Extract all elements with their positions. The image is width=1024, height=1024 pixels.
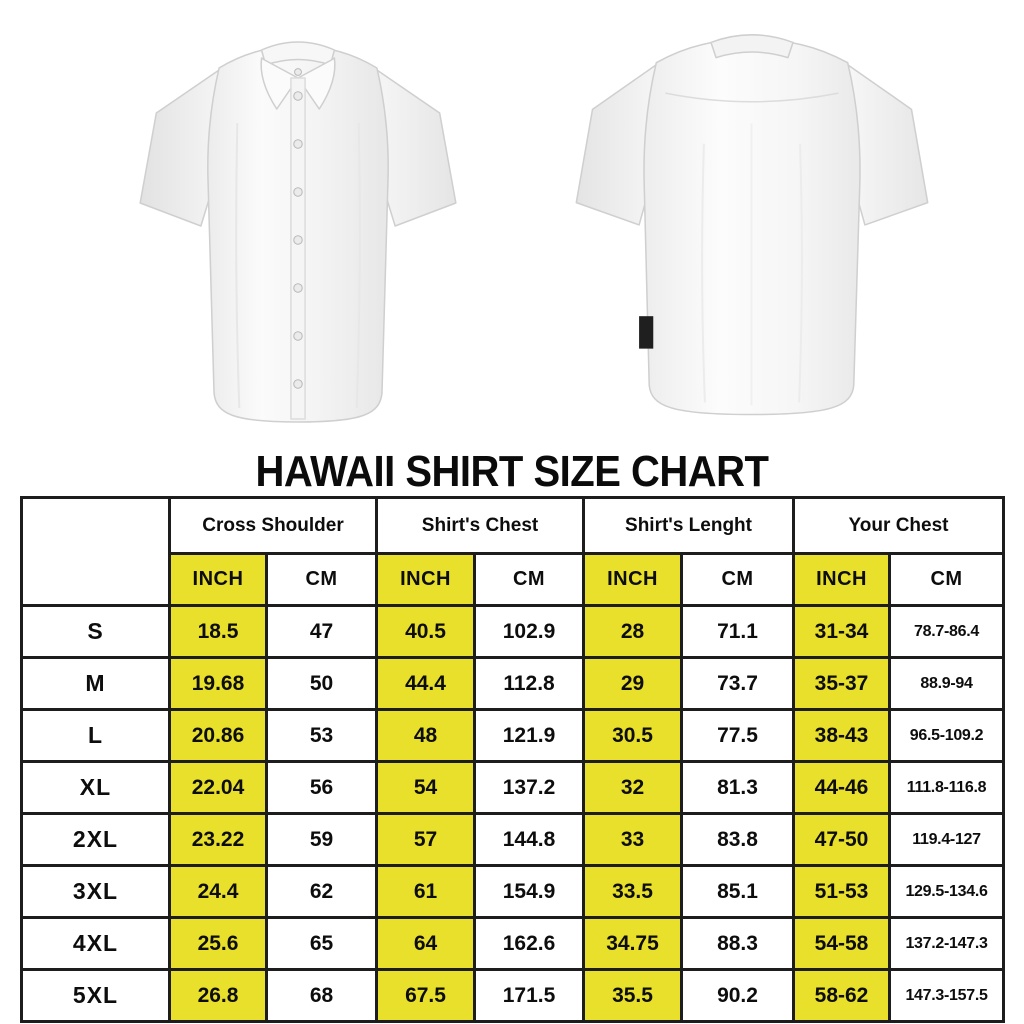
measurement-cell: 147.3-157.5 (890, 970, 1004, 1022)
measurement-cell: 119.4-127 (890, 814, 1004, 866)
measurement-cell: 26.8 (170, 970, 267, 1022)
measurement-cell: 56 (267, 762, 377, 814)
measurement-cell: 65 (267, 918, 377, 970)
measurement-cell: 78.7-86.4 (890, 606, 1004, 658)
measurement-cell: 88.9-94 (890, 658, 1004, 710)
shirt-back-image (552, 12, 952, 448)
measurement-cell: 144.8 (475, 814, 584, 866)
measurement-cell: 22.04 (170, 762, 267, 814)
size-label: 5XL (22, 970, 170, 1022)
measurement-cell: 18.5 (170, 606, 267, 658)
measurement-cell: 71.1 (682, 606, 794, 658)
measurement-cell: 171.5 (475, 970, 584, 1022)
measurement-cell: 81.3 (682, 762, 794, 814)
measurement-cell: 24.4 (170, 866, 267, 918)
measurement-cell: 67.5 (377, 970, 475, 1022)
size-label: L (22, 710, 170, 762)
size-label: 4XL (22, 918, 170, 970)
measurement-cell: 23.22 (170, 814, 267, 866)
group-header-shirts-lenght: Shirt's Lenght (584, 498, 794, 554)
group-header-your-chest: Your Chest (794, 498, 1004, 554)
table-row-l (22, 710, 1004, 762)
measurement-cell: 59 (267, 814, 377, 866)
measurement-cell: 64 (377, 918, 475, 970)
button-placket (291, 78, 305, 419)
measurement-cell: 32 (584, 762, 682, 814)
unit-header-inch: INCH (170, 554, 267, 606)
measurement-cell: 61 (377, 866, 475, 918)
unit-header-inch: INCH (584, 554, 682, 606)
measurement-cell: 38-43 (794, 710, 890, 762)
unit-header-row (22, 554, 1004, 606)
measurement-cell: 57 (377, 814, 475, 866)
shirt-images (0, 0, 1024, 448)
measurement-cell: 88.3 (682, 918, 794, 970)
measurement-cell: 58-62 (794, 970, 890, 1022)
unit-header-cm: CM (267, 554, 377, 606)
measurement-cell: 47-50 (794, 814, 890, 866)
measurement-cell: 40.5 (377, 606, 475, 658)
measurement-cell: 62 (267, 866, 377, 918)
measurement-cell: 102.9 (475, 606, 584, 658)
measurement-cell: 48 (377, 710, 475, 762)
measurement-cell: 112.8 (475, 658, 584, 710)
group-header-cross-shoulder: Cross Shoulder (170, 498, 377, 554)
measurement-cell: 83.8 (682, 814, 794, 866)
measurement-cell: 111.8-116.8 (890, 762, 1004, 814)
table-row-3xl (22, 866, 1004, 918)
table-row-5xl (22, 970, 1004, 1022)
size-label: 3XL (22, 866, 170, 918)
measurement-cell: 33.5 (584, 866, 682, 918)
measurement-cell: 137.2-147.3 (890, 918, 1004, 970)
measurement-cell: 44-46 (794, 762, 890, 814)
measurement-cell: 35-37 (794, 658, 890, 710)
group-header-row (22, 498, 1004, 554)
hem-tag (639, 316, 653, 348)
measurement-cell: 20.86 (170, 710, 267, 762)
measurement-cell: 50 (267, 658, 377, 710)
measurement-cell: 154.9 (475, 866, 584, 918)
measurement-cell: 31-34 (794, 606, 890, 658)
group-header-shirts-chest: Shirt's Chest (377, 498, 584, 554)
measurement-cell: 28 (584, 606, 682, 658)
measurement-cell: 54-58 (794, 918, 890, 970)
measurement-cell: 34.75 (584, 918, 682, 970)
size-label: M (22, 658, 170, 710)
unit-header-cm: CM (890, 554, 1004, 606)
corner-cell (22, 498, 170, 606)
measurement-cell: 47 (267, 606, 377, 658)
table-row-s (22, 606, 1004, 658)
size-label: XL (22, 762, 170, 814)
measurement-cell: 137.2 (475, 762, 584, 814)
table-row-xl (22, 762, 1004, 814)
measurement-cell: 30.5 (584, 710, 682, 762)
measurement-cell: 35.5 (584, 970, 682, 1022)
size-label: S (22, 606, 170, 658)
measurement-cell: 54 (377, 762, 475, 814)
measurement-cell: 51-53 (794, 866, 890, 918)
measurement-cell: 121.9 (475, 710, 584, 762)
measurement-cell: 96.5-109.2 (890, 710, 1004, 762)
size-label: 2XL (22, 814, 170, 866)
measurement-cell: 33 (584, 814, 682, 866)
measurement-cell: 44.4 (377, 658, 475, 710)
table-row-2xl (22, 814, 1004, 866)
unit-header-cm: CM (475, 554, 584, 606)
measurement-cell: 68 (267, 970, 377, 1022)
measurement-cell: 90.2 (682, 970, 794, 1022)
measurement-cell: 85.1 (682, 866, 794, 918)
measurement-cell: 77.5 (682, 710, 794, 762)
unit-header-cm: CM (682, 554, 794, 606)
table-row-4xl (22, 918, 1004, 970)
measurement-cell: 29 (584, 658, 682, 710)
shirt-front-image (126, 18, 470, 448)
table-row-m (22, 658, 1004, 710)
page-title: HAWAII SHIRT SIZE CHART (255, 448, 769, 496)
measurement-cell: 53 (267, 710, 377, 762)
measurement-cell: 129.5-134.6 (890, 866, 1004, 918)
measurement-cell: 25.6 (170, 918, 267, 970)
unit-header-inch: INCH (377, 554, 475, 606)
size-chart-table (20, 496, 1005, 1023)
measurement-cell: 162.6 (475, 918, 584, 970)
unit-header-inch: INCH (794, 554, 890, 606)
measurement-cell: 19.68 (170, 658, 267, 710)
measurement-cell: 73.7 (682, 658, 794, 710)
